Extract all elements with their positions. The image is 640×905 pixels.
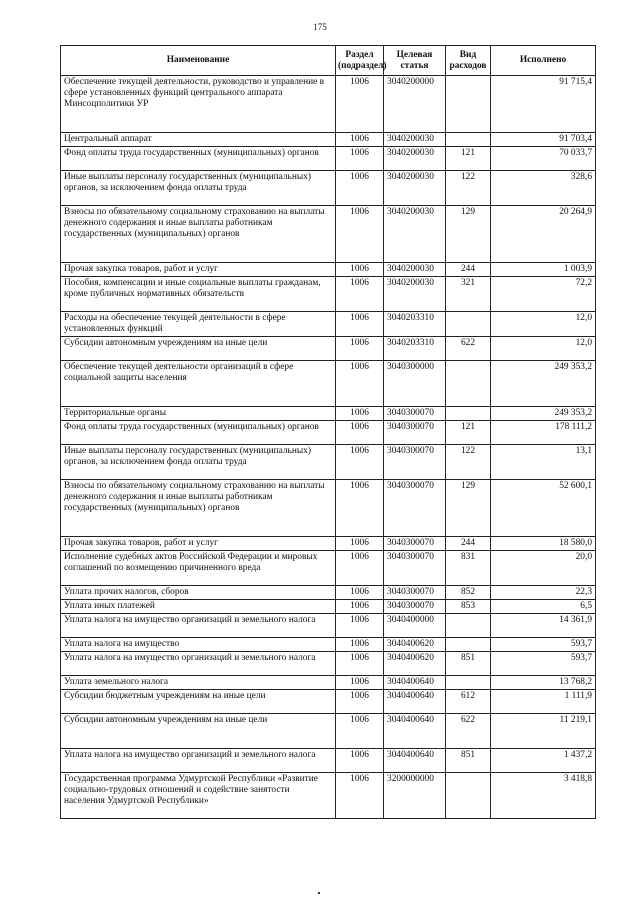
row-type: 852 [446, 586, 491, 600]
table-row [61, 638, 596, 652]
table-row [61, 551, 596, 586]
table-row [61, 263, 596, 277]
row-article: 3040400640 [384, 690, 446, 714]
row-article: 3040200030 [384, 263, 446, 277]
row-article: 3040200030 [384, 171, 446, 206]
table-row [61, 600, 596, 614]
row-executed: 72,2 [491, 277, 596, 312]
row-type: 612 [446, 690, 491, 714]
row-executed: 12,0 [491, 312, 596, 337]
row-section: 1006 [336, 171, 384, 206]
table-row [61, 690, 596, 714]
row-name: Уплата земельного налога [61, 676, 336, 690]
table-row [61, 337, 596, 361]
row-executed: 328,6 [491, 171, 596, 206]
row-executed: 91 715,4 [491, 76, 596, 133]
row-article: 3040300070 [384, 407, 446, 421]
row-executed: 11 219,1 [491, 714, 596, 749]
row-section: 1006 [336, 312, 384, 337]
table-row [61, 586, 596, 600]
row-article: 3040300070 [384, 421, 446, 445]
row-section: 1006 [336, 714, 384, 749]
table-row [61, 206, 596, 263]
row-name: Иные выплаты персоналу государственных (муниципальных) органов, за исключением фонда оплаты труда [61, 171, 336, 206]
table-row [61, 537, 596, 551]
row-name: Уплата налога на имущество организаций и земельного налога [61, 614, 336, 638]
row-type [446, 361, 491, 407]
row-name: Обеспечение текущей деятельности организаций в сфере социальной защиты населения [61, 361, 336, 407]
budget-table [60, 45, 596, 819]
row-section: 1006 [336, 600, 384, 614]
row-name: Взносы по обязательному социальному страхованию на выплаты денежного содержания и иные выплаты работникам государственных (муниципальных) органов [61, 480, 336, 537]
row-type: 321 [446, 277, 491, 312]
row-article: 3040400620 [384, 638, 446, 652]
row-article: 3040400640 [384, 676, 446, 690]
row-executed: 593,7 [491, 652, 596, 676]
table-row [61, 76, 596, 133]
row-executed: 3 418,8 [491, 773, 596, 819]
page-mark [318, 892, 320, 894]
row-section: 1006 [336, 614, 384, 638]
row-executed: 70 033,7 [491, 147, 596, 171]
row-section: 1006 [336, 76, 384, 133]
row-executed: 13,1 [491, 445, 596, 480]
row-article: 3040400640 [384, 714, 446, 749]
row-executed: 18 580,0 [491, 537, 596, 551]
row-section: 1006 [336, 480, 384, 537]
row-executed: 1 437,2 [491, 749, 596, 773]
row-type: 122 [446, 171, 491, 206]
row-name: Иные выплаты персоналу государственных (муниципальных) органов, за исключением фонда оплаты труда [61, 445, 336, 480]
row-section: 1006 [336, 421, 384, 445]
row-type [446, 773, 491, 819]
row-section: 1006 [336, 277, 384, 312]
row-executed: 20 264,9 [491, 206, 596, 263]
row-name: Фонд оплаты труда государственных (муниципальных) органов [61, 421, 336, 445]
row-name: Уплата налога на имущество организаций и земельного налога [61, 652, 336, 676]
table-row [61, 277, 596, 312]
row-executed: 91 703,4 [491, 133, 596, 147]
header-article: Целевая статья [384, 46, 446, 76]
row-section: 1006 [336, 652, 384, 676]
row-type: 122 [446, 445, 491, 480]
table-row [61, 133, 596, 147]
row-type: 121 [446, 421, 491, 445]
row-type [446, 676, 491, 690]
table-row [61, 407, 596, 421]
row-type: 853 [446, 600, 491, 614]
row-article: 3040400000 [384, 614, 446, 638]
row-name: Фонд оплаты труда государственных (муниципальных) органов [61, 147, 336, 171]
table-row [61, 171, 596, 206]
header-name: Наименование [61, 46, 336, 76]
header-type: Вид расходов [446, 46, 491, 76]
row-name: Субсидии автономным учреждениям на иные цели [61, 714, 336, 749]
row-type [446, 407, 491, 421]
row-type: 831 [446, 551, 491, 586]
row-type: 622 [446, 337, 491, 361]
row-name: Прочая закупка товаров, работ и услуг [61, 537, 336, 551]
row-name: Исполнение судебных актов Российской Федерации и мировых соглашений по возмещению причиненного вреда [61, 551, 336, 586]
row-article: 3040200030 [384, 133, 446, 147]
table-row [61, 312, 596, 337]
table-row [61, 421, 596, 445]
row-executed: 14 361,9 [491, 614, 596, 638]
row-name: Центральный аппарат [61, 133, 336, 147]
row-article: 3040203310 [384, 337, 446, 361]
row-executed: 1 003,9 [491, 263, 596, 277]
table-row [61, 445, 596, 480]
row-name: Уплата налога на имущество организаций и земельного налога [61, 749, 336, 773]
row-type: 129 [446, 480, 491, 537]
row-article: 3200000000 [384, 773, 446, 819]
row-executed: 20,0 [491, 551, 596, 586]
row-section: 1006 [336, 445, 384, 480]
page-number: 175 [313, 22, 327, 32]
row-executed: 12,0 [491, 337, 596, 361]
row-article: 3040300000 [384, 361, 446, 407]
row-article: 3040300070 [384, 480, 446, 537]
row-executed: 593,7 [491, 638, 596, 652]
row-article: 3040400640 [384, 749, 446, 773]
row-type: 121 [446, 147, 491, 171]
row-name: Уплата прочих налогов, сборов [61, 586, 336, 600]
row-executed: 249 353,2 [491, 407, 596, 421]
table-row [61, 773, 596, 819]
row-article: 3040200030 [384, 147, 446, 171]
table-row [61, 614, 596, 638]
row-executed: 6,5 [491, 600, 596, 614]
row-name: Территориальные органы [61, 407, 336, 421]
row-type [446, 76, 491, 133]
row-executed: 249 353,2 [491, 361, 596, 407]
row-article: 3040200000 [384, 76, 446, 133]
row-type [446, 133, 491, 147]
row-name: Расходы на обеспечение текущей деятельности в сфере установленных функций [61, 312, 336, 337]
row-section: 1006 [336, 147, 384, 171]
table-row [61, 676, 596, 690]
row-article: 3040203310 [384, 312, 446, 337]
row-executed: 1 111,9 [491, 690, 596, 714]
row-executed: 178 111,2 [491, 421, 596, 445]
row-type [446, 614, 491, 638]
row-article: 3040300070 [384, 586, 446, 600]
row-section: 1006 [336, 676, 384, 690]
row-type: 622 [446, 714, 491, 749]
row-section: 1006 [336, 133, 384, 147]
row-article: 3040300070 [384, 600, 446, 614]
row-type: 244 [446, 537, 491, 551]
row-article: 3040300070 [384, 537, 446, 551]
row-name: Пособия, компенсации и иные социальные выплаты гражданам, кроме публичных нормативных обязательств [61, 277, 336, 312]
row-name: Уплата иных платежей [61, 600, 336, 614]
header-executed: Исполнено [491, 46, 596, 76]
table-row [61, 652, 596, 676]
row-section: 1006 [336, 551, 384, 586]
row-name: Государственная программа Удмуртской Республики «Развитие социально-трудовых отношений и содействие занятости населения Удмуртской Республики» [61, 773, 336, 819]
row-section: 1006 [336, 749, 384, 773]
table-row [61, 749, 596, 773]
row-article: 3040200030 [384, 206, 446, 263]
row-executed: 13 768,2 [491, 676, 596, 690]
row-section: 1006 [336, 638, 384, 652]
row-article: 3040400620 [384, 652, 446, 676]
row-section: 1006 [336, 690, 384, 714]
row-name: Субсидии автономным учреждениям на иные цели [61, 337, 336, 361]
table-header-row [61, 46, 596, 76]
table-row [61, 147, 596, 171]
row-article: 3040200030 [384, 277, 446, 312]
row-executed: 22,3 [491, 586, 596, 600]
row-section: 1006 [336, 206, 384, 263]
row-executed: 52 600,1 [491, 480, 596, 537]
row-type: 851 [446, 749, 491, 773]
row-name: Взносы по обязательному социальному страхованию на выплаты денежного содержания и иные выплаты работникам государственных (муниципальных) органов [61, 206, 336, 263]
header-section: Раздел (подраздел) [336, 46, 384, 76]
row-section: 1006 [336, 586, 384, 600]
row-name: Прочая закупка товаров, работ и услуг [61, 263, 336, 277]
row-name: Обеспечение текущей деятельности, руководство и управление в сфере установленных функций центрального аппарата Минсоцполитики УР [61, 76, 336, 133]
table-row [61, 480, 596, 537]
table-row [61, 361, 596, 407]
row-name: Субсидии бюджетным учреждениям на иные цели [61, 690, 336, 714]
row-section: 1006 [336, 361, 384, 407]
row-type: 244 [446, 263, 491, 277]
row-article: 3040300070 [384, 445, 446, 480]
table-row [61, 714, 596, 749]
row-type [446, 638, 491, 652]
row-section: 1006 [336, 337, 384, 361]
row-article: 3040300070 [384, 551, 446, 586]
row-section: 1006 [336, 407, 384, 421]
row-section: 1006 [336, 263, 384, 277]
row-type: 851 [446, 652, 491, 676]
row-section: 1006 [336, 773, 384, 819]
row-type [446, 312, 491, 337]
row-type: 129 [446, 206, 491, 263]
row-section: 1006 [336, 537, 384, 551]
row-name: Уплата налога на имущество [61, 638, 336, 652]
